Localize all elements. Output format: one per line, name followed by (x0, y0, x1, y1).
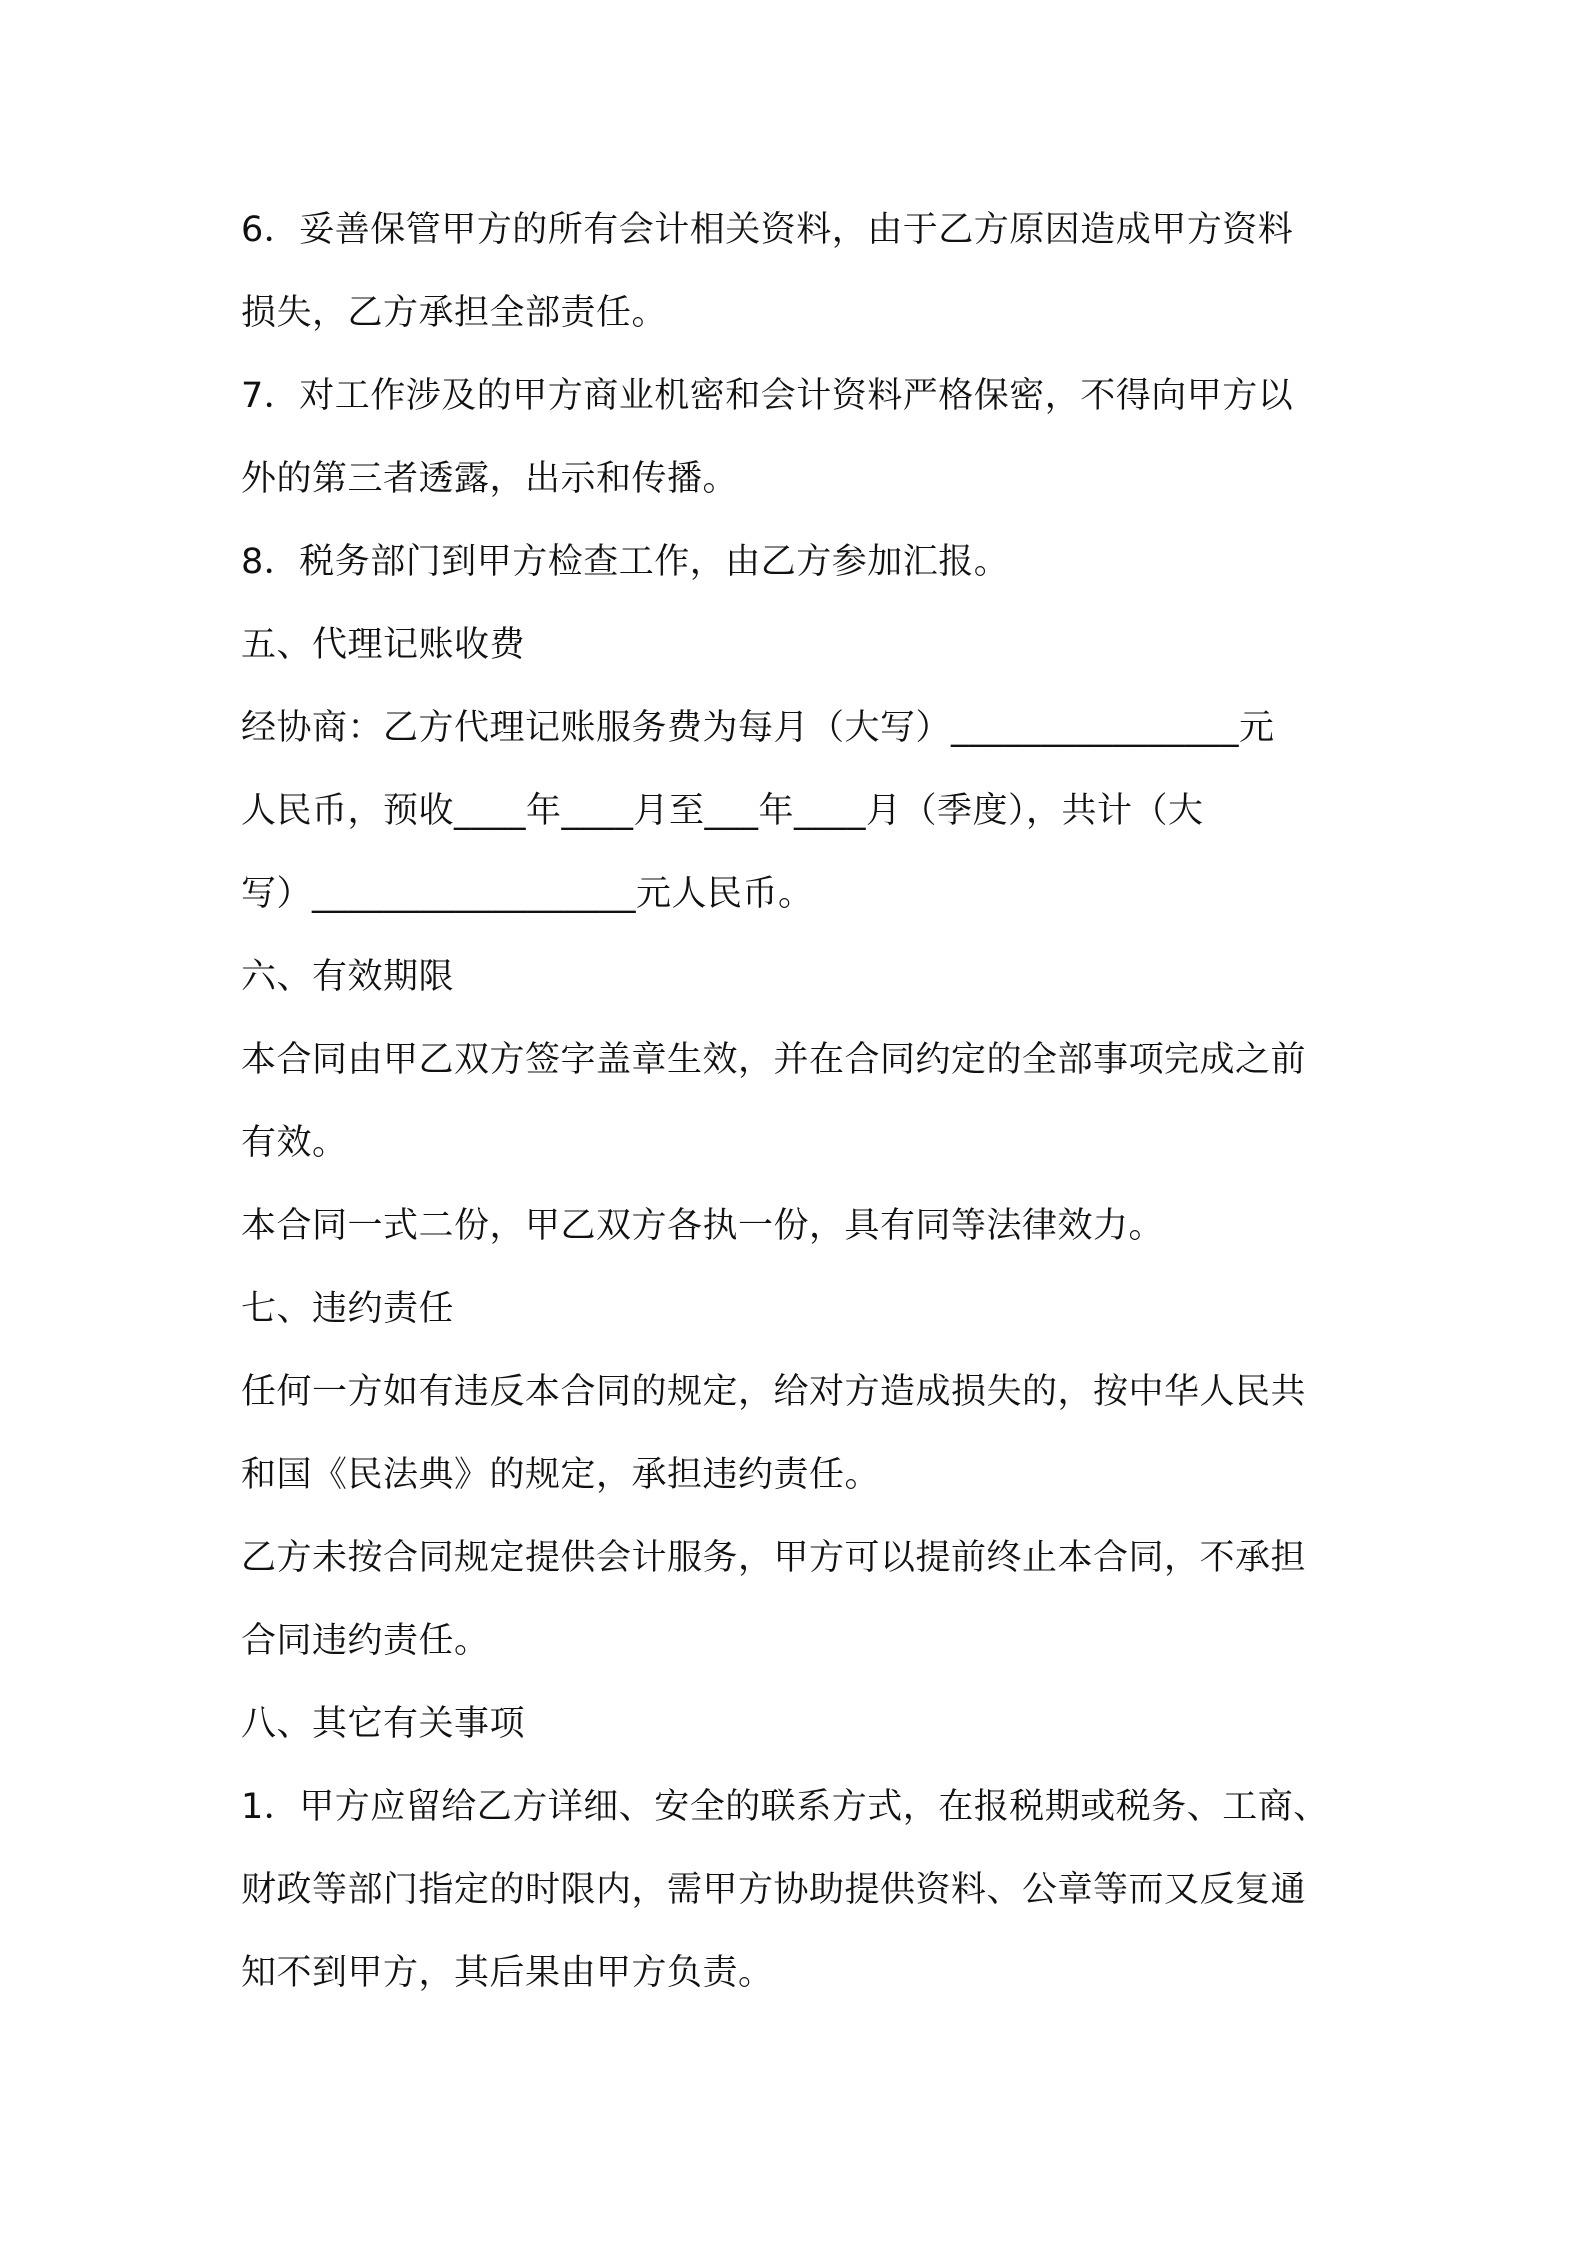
validity-line-1: 本合同由甲乙双方签字盖章生效，并在合同约定的全部事项完成之前 (241, 1040, 1307, 1080)
fee-line-3: 写）__________________元人民币。 (241, 874, 814, 914)
other-clause-1-line-1: 1．甲方应留给乙方详细、安全的联系方式，在报税期或税务、工商、 (241, 1787, 1329, 1827)
section-6-heading: 六、有效期限 (241, 957, 455, 997)
fee-line-1: 经协商：乙方代理记账服务费为每月（大写）________________元 (241, 708, 1275, 748)
termination-line-2: 合同违约责任。 (241, 1621, 490, 1661)
clause-6-line-2: 损失，乙方承担全部责任。 (241, 293, 668, 333)
section-7-heading: 七、违约责任 (241, 1289, 455, 1329)
other-clause-1-line-3: 知不到甲方，其后果由甲方负责。 (241, 1953, 774, 1993)
section-8-heading: 八、其它有关事项 (241, 1704, 526, 1744)
clause-8-line-1: 8．税务部门到甲方检查工作，由乙方参加汇报。 (241, 542, 1010, 582)
clause-7-line-2: 外的第三者透露，出示和传播。 (241, 459, 739, 499)
copies-line: 本合同一式二份，甲乙双方各执一份，具有同等法律效力。 (241, 1206, 1165, 1246)
validity-line-2: 有效。 (241, 1123, 348, 1163)
breach-line-1: 任何一方如有违反本合同的规定，给对方造成损失的，按中华人民共 (241, 1372, 1307, 1412)
clause-6-line-1: 6．妥善保管甲方的所有会计相关资料，由于乙方原因造成甲方资料 (241, 210, 1294, 250)
fee-line-2: 人民币，预收____年____月至___年____月（季度），共计（大 (241, 791, 1204, 831)
breach-line-2: 和国《民法典》的规定，承担违约责任。 (241, 1455, 881, 1495)
section-5-heading: 五、代理记账收费 (241, 625, 526, 665)
other-clause-1-line-2: 财政等部门指定的时限内，需甲方协助提供资料、公章等而又反复通 (241, 1870, 1307, 1910)
termination-line-1: 乙方未按合同规定提供会计服务，甲方可以提前终止本合同，不承担 (241, 1538, 1307, 1578)
clause-7-line-1: 7．对工作涉及的甲方商业机密和会计资料严格保密，不得向甲方以 (241, 376, 1294, 416)
